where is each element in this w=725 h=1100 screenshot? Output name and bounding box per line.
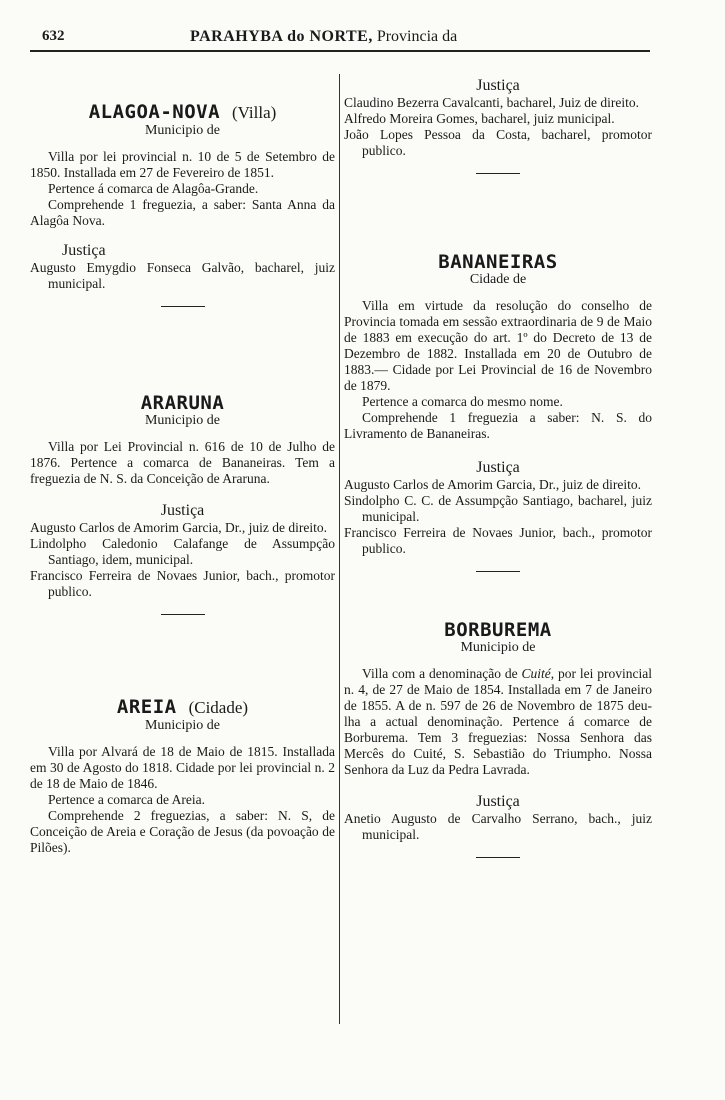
official-entry: João Lopes Pessoa da Costa, bacharel, promotor publico. — [344, 127, 652, 158]
official-entry: Claudino Bezerra Cavalcanti, bacharel, Juiz de direito. — [344, 95, 640, 110]
section-separator — [476, 571, 520, 572]
justica-heading: Justiça — [160, 502, 205, 519]
paragraph: Villa por lei provincial n. 10 de 5 de Setembro de 1850. Installada em 27 de Fevereiro de 1851. — [30, 149, 335, 180]
paragraph: Comprehende 1 freguezia, a saber: Santa Anna da Alagôa Nova. — [30, 197, 335, 228]
section-title-kind: (Villa) — [232, 103, 277, 122]
paragraph — [344, 666, 652, 778]
section-bananeiras — [344, 251, 652, 572]
section-title: ARARUNA — [140, 392, 225, 414]
section-subtitle: Municipio de — [144, 413, 221, 428]
paragraph: Pertence a comarca do mesmo nome. — [362, 394, 563, 409]
right-column — [344, 78, 652, 858]
justica-heading: Justiça — [476, 459, 520, 476]
section-araruna — [30, 392, 335, 615]
section-separator — [476, 173, 520, 174]
official-entry: Sindolpho C. C. de Assumpção Santiago, bacharel, juiz municipal. — [344, 493, 652, 524]
justica-heading: Justiça — [476, 77, 520, 94]
paragraph: Villa por Alvará de 18 de Maio de 1815. Installada em 30 de Agosto do 1818. Cidade por lei provincial n. 2 de 18 de Maio de 1846. — [30, 744, 335, 791]
section-alagoa-nova — [30, 101, 335, 307]
paragraph-italic: Cuité — [521, 666, 551, 681]
official-entry: Augusto Emygdio Fonseca Galvão, bacharel, juiz municipal. — [30, 260, 335, 291]
justica-heading: Justiça — [62, 242, 106, 259]
justica-heading: Justiça — [476, 793, 520, 810]
page-number: 632 — [42, 28, 65, 44]
section-title — [30, 696, 335, 718]
header-rule — [30, 50, 650, 52]
left-column — [30, 101, 335, 856]
official-entry: Francisco Ferreira de Novaes Junior, bach., promotor publico. — [30, 568, 335, 599]
official-entry: Anetio Augusto de Carvalho Serrano, bach., juiz municipal. — [344, 811, 652, 842]
paragraph: Pertence a comarca de Areia. — [48, 792, 206, 807]
section-subtitle: Municipio de — [144, 718, 221, 733]
section-borburema — [344, 619, 652, 858]
section-title-name: ALAGOA-NOVA — [88, 101, 221, 123]
section-title-kind: (Cidade) — [188, 698, 249, 717]
paragraph-part: Villa com a denominação de — [362, 666, 522, 681]
column-divider — [339, 74, 340, 1024]
section-areia — [30, 696, 335, 856]
section-alagoa-nova-justica — [344, 78, 652, 174]
paragraph: Comprehende 2 freguezias, a saber: N. S, de Conceição de Areia e Coração de Jesus (da povoação de Pilões). — [30, 808, 335, 855]
section-separator — [161, 614, 205, 615]
official-entry: Augusto Carlos de Amorim Garcia, Dr., juiz de direito. — [344, 477, 641, 492]
official-entry: Francisco Ferreira de Novaes Junior, bach., promotor publico. — [344, 525, 652, 556]
running-title-rest: Provincia da — [376, 28, 458, 45]
official-entry: Augusto Carlos de Amorim Garcia, Dr., juiz de direito. — [30, 520, 327, 535]
paragraph: Villa por Lei Provincial n. 616 de 10 de Julho de 1876. Pertence a comarca de Bananeiras. Tem a freguezia de N. S. da Conceição de Araruna. — [30, 439, 335, 486]
section-title — [30, 101, 335, 123]
running-title — [190, 28, 457, 46]
paragraph: Villa em virtude da resolução do conselho de Provincia tomada em sessão extraordinaria de 9 de Maio de 1883 em execução do art. 1º do Decreto de 13 de Dezembro de 1882. Installada em 20 de Outubro de 1883.— Cidade por Lei Provincial de 16 de Novembro de 1879. — [344, 298, 652, 393]
section-title: BANANEIRAS — [438, 251, 558, 273]
section-separator — [476, 857, 520, 858]
section-title: BORBUREMA — [444, 619, 552, 641]
official-entry: Lindolpho Caledonio Calafange de Assumpção Santiago, idem, municipal. — [30, 536, 335, 567]
section-subtitle: Municipio de — [460, 640, 536, 655]
running-title-bold: PARAHYBA do NORTE, — [190, 28, 373, 45]
paragraph-part: , por lei provincial n. 4, de 27 de Maio de 1854. Installada em 7 de Janeiro de 1855. A de n. 597 de 26 de Novembro de 1875 deu-lha a actual denominação. Pertence á comarce de Borburema. Tem 3 freguezias: Nossa Senhora das Mercês do Cuité, S. Sebastião do Triumpho. Nossa Senhora da Luz da Pedra Lavrada. — [344, 666, 652, 777]
page-header — [30, 28, 655, 52]
section-subtitle: Cidade de — [469, 272, 527, 287]
paragraph: Comprehende 1 freguezia a saber: N. S. do Livramento de Bananeiras. — [344, 410, 652, 441]
section-title-name: AREIA — [116, 696, 177, 718]
official-entry: Alfredo Moreira Gomes, bacharel, juiz municipal. — [344, 111, 615, 126]
section-separator — [161, 306, 205, 307]
paragraph: Pertence á comarca de Alagôa-Grande. — [48, 181, 259, 196]
section-subtitle: Municipio de — [144, 123, 221, 138]
